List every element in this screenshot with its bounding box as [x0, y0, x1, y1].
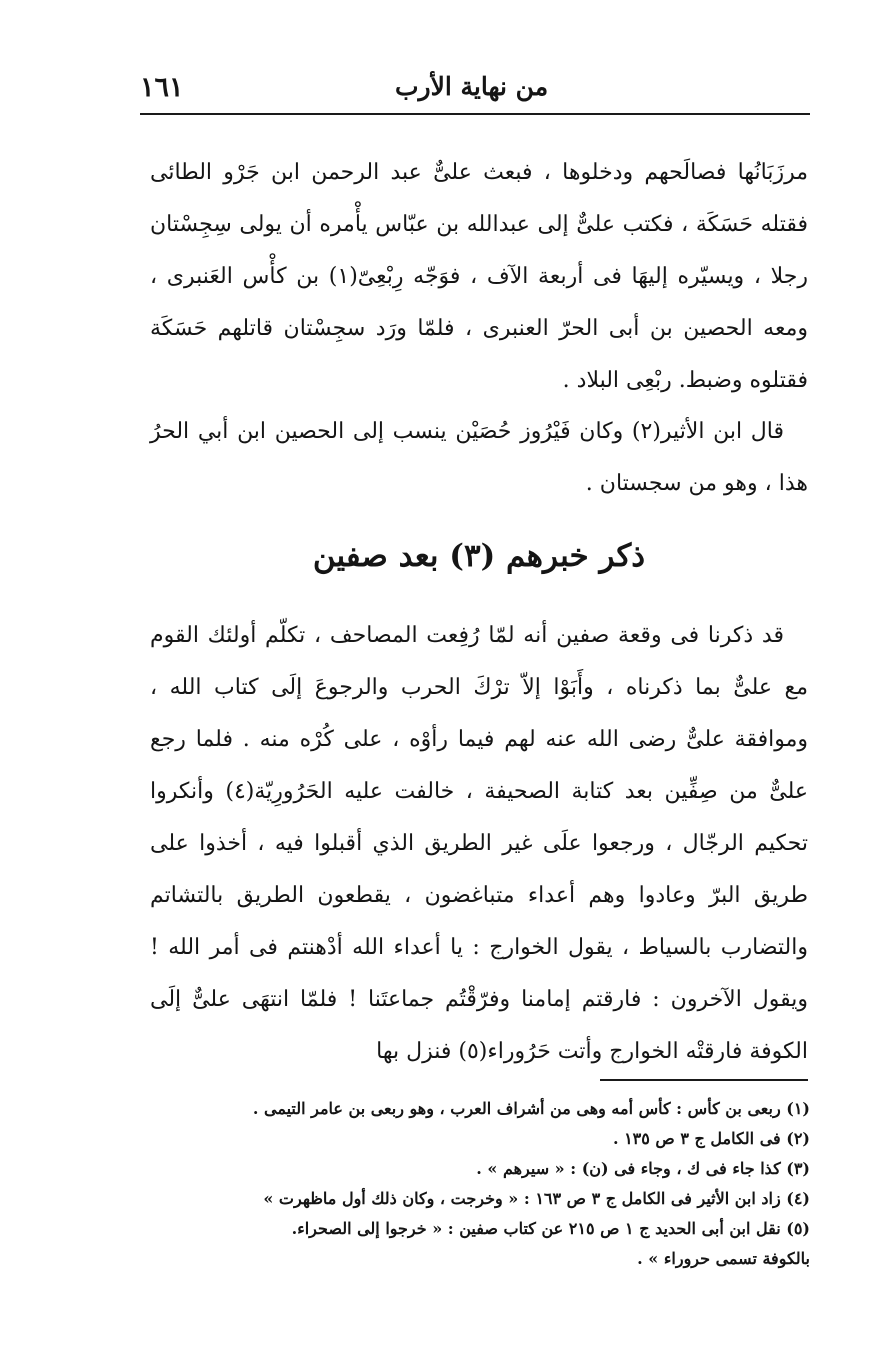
- header-rule: [140, 113, 810, 115]
- footnote: (٤) زاد ابن الأثير فى الكامل ج ٣ ص ١٦٣ : « وخرجت ، وكان ذلك أول ماظهرت »: [263, 1189, 810, 1208]
- footnotes: [150, 1094, 810, 1274]
- body-paragraph: مرزَبَانُها فصالَحهم ودخلوها ، فبعث علىٌّ عبد الرحمن ابن جَرْو الطائى فقتله حَسَكَة ، فكتب علىٌّ إلى عبدالله بن عبّاس يأْمره أن يولى سِجِسْتان رجلا ، ويسيّره إليهَا فى أربعة الآف ، فوَجّه رِبْعِىّ(١) بن كأْس العَنبرى ، ومعه الحصين بن أبى الحرّ العنبرى ، فلمّا ورَد سجِسْتان قاتلهم حَسَكَة فقتلوه وضبط. ربْعِى البلاد .: [150, 160, 808, 393]
- body-paragraph: قد ذكرنا فى وقعة صفين أنه لمّا رُفِعت المصاحف ، تكلّم أولئك القوم مع علىٌّ بما ذكرناه ، وأَبَوْا إلاّ ترْكَ الحرب والرجوعَ إلَى كتاب الله ، وموافقة علىٌّ رضى الله عنه لهم فيما رأوْه ، على كُرْه منه . فلما رجع علىٌّ من صِفِّين بعد كتابة الصحيفة ، خالفت عليه الحَرُورِيّة(٤) وأنكروا تحكيم الرجّال ، ورجعوا علَى غير الطريق الذي أقبلوا فيه ، أخذوا على طريق البرّ وعادوا وهم أعداء متباغضون ، يقطعون الطريق بالتشاتم والتضارب بالسياط ، يقول الخوارج : يا أعداء الله أدْهنتم فى أمر الله ! ويقول الآخرون : فارقتم إمامنا وفرّقْتُم جماعتَنا ! فلمّا انتهَى علىٌّ إلَى الكوفة فارقتْه الخوارج وأتت حَرُوراء(٥) فنزل بها: [150, 623, 808, 1064]
- running-title: من نهاية الأرب: [395, 72, 549, 101]
- footnote-rule: [600, 1079, 808, 1081]
- footnote: (٥) نقل ابن أبى الحديد ج ١ ص ٢١٥ عن كتاب صفين : « خرجوا إلى الصحراء.: [291, 1219, 810, 1238]
- running-header: [140, 66, 810, 110]
- body-paragraph: قال ابن الأثير(٢) وكان فَيْرُوز حُصَيْن ينسب إلى الحصين ابن أبي الحرُ هذا ، وهو من سجستان .: [150, 419, 808, 496]
- footnote: (٣) كذا جاء فى ك ، وجاء فى (ن) : « سيرهم » .: [476, 1159, 810, 1178]
- footnote: (١) ربعى بن كأس : كأس أمه وهى من أشراف العرب ، وهو ربعى بن عامر التيمى .: [252, 1099, 810, 1118]
- footnote-continuation: بالكوفة تسمى حروراء » .: [637, 1249, 810, 1268]
- section-heading: ذكر خبرهم (٣) بعد صفين: [312, 538, 646, 574]
- footnote: (٢) فى الكامل ج ٣ ص ١٣٥ .: [612, 1129, 810, 1148]
- page-number: ١٦١: [140, 72, 184, 103]
